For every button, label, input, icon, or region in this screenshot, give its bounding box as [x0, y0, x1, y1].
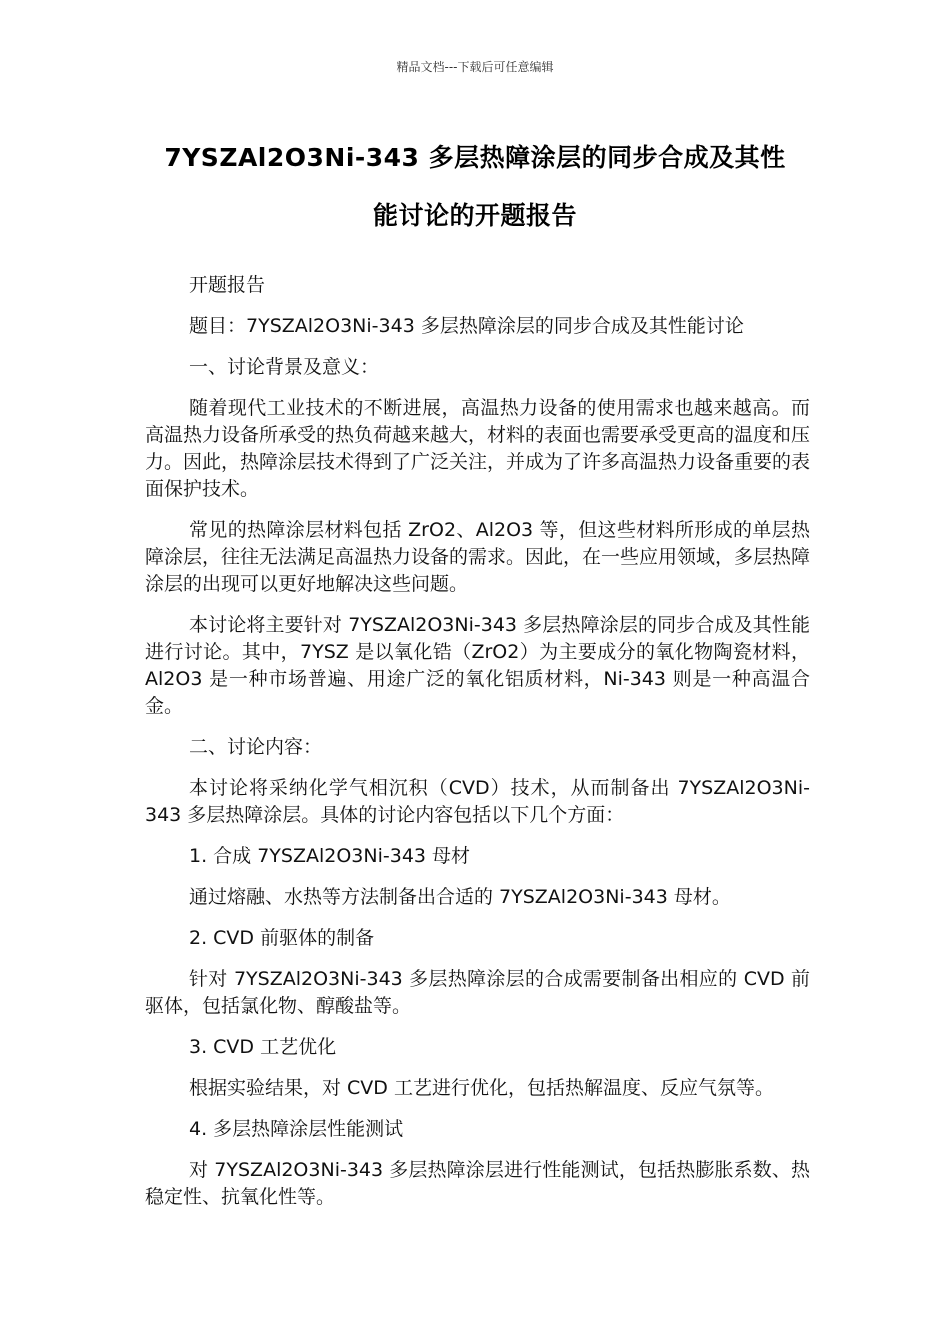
- paragraph: 开题报告: [189, 274, 266, 296]
- page-header: 精品文档---下载后可任意编辑: [396, 60, 554, 74]
- paragraph: 2. CVD 前驱体的制备: [189, 927, 375, 949]
- paragraph: 本讨论将采纳化学气相沉积（CVD）技术，从而制备出 7YSZAl2O3Ni-343 多层热障涂层。具体的讨论内容包括以下几个方面：: [145, 777, 810, 826]
- document-title-line-1: 7YSZAl2O3Ni-343 多层热障涂层的同步合成及其性: [164, 143, 786, 172]
- paragraph: 一、讨论背景及意义：: [189, 356, 380, 378]
- paragraph: 题目：7YSZAl2O3Ni-343 多层热障涂层的同步合成及其性能讨论: [189, 315, 744, 337]
- paragraph: 常见的热障涂层材料包括 ZrO2、Al2O3 等，但这些材料所形成的单层热障涂层，往往无法满足高温热力设备的需求。因此，在一些应用领域，多层热障涂层的出现可以更好地解决这些问题。: [145, 519, 811, 595]
- document-title-line-2: 能讨论的开题报告: [372, 201, 577, 230]
- paragraph: 通过熔融、水热等方法制备出合适的 7YSZAl2O3Ni-343 母材。: [189, 886, 731, 908]
- paragraph: 二、讨论内容：: [189, 736, 323, 758]
- paragraph: 1. 合成 7YSZAl2O3Ni-343 母材: [189, 845, 471, 867]
- paragraph: 对 7YSZAl2O3Ni-343 多层热障涂层进行性能测试，包括热膨胀系数、热稳定性、抗氧化性等。: [145, 1159, 810, 1208]
- paragraph: 3. CVD 工艺优化: [189, 1036, 337, 1058]
- paragraph: 针对 7YSZAl2O3Ni-343 多层热障涂层的合成需要制备出相应的 CVD 前驱体，包括氯化物、醇酸盐等。: [145, 968, 810, 1017]
- paragraph: 随着现代工业技术的不断进展，高温热力设备的使用需求也越来越高。而高温热力设备所承受的热负荷越来越大，材料的表面也需要承受更高的温度和压力。因此，热障涂层技术得到了广泛关注，并成为了许多高温热力设备重要的表面保护技术。: [145, 397, 811, 500]
- paragraph: 4. 多层热障涂层性能测试: [189, 1118, 404, 1140]
- document-body: [145, 272, 810, 1225]
- paragraph: 根据实验结果，对 CVD 工艺进行优化，包括热解温度、反应气氛等。: [189, 1077, 774, 1099]
- paragraph: 本讨论将主要针对 7YSZAl2O3Ni-343 多层热障涂层的同步合成及其性能进行讨论。其中，7YSZ 是以氧化锆（ZrO2）为主要成分的氧化物陶瓷材料，Al2O3 是一种市场普遍、用途广泛的氧化铝质材料，Ni-343 则是一种高温合金。: [145, 614, 810, 717]
